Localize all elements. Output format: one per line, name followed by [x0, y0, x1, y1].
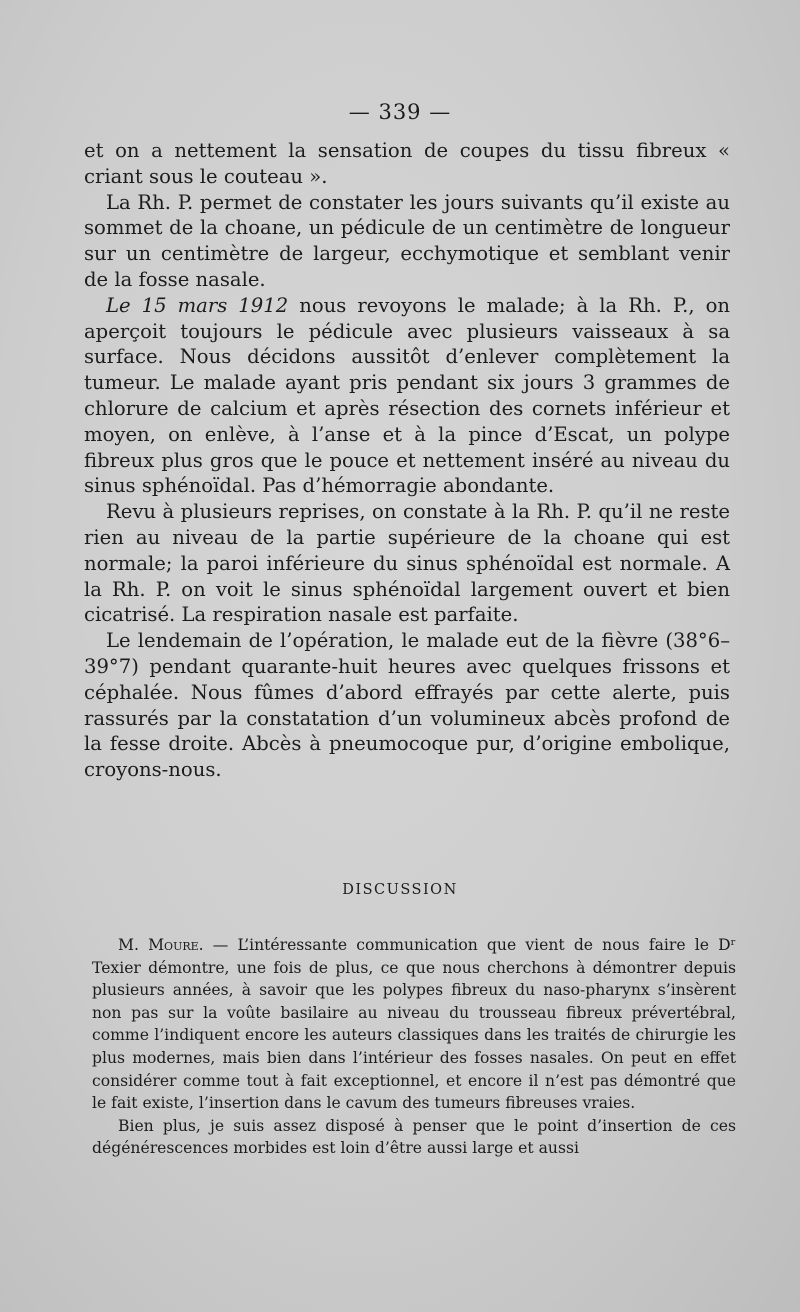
paragraph-4: Revu à plusieurs reprises, on constate à la Rh. P. qu’il ne reste rien au niveau de la partie supérieure de la choane qui est normale; la paroi inférieure du sinus sphénoïdal est normale. A la Rh. P. on voit le sinus sphénoïdal largement ouvert et bien cicatrisé. La respiration nasale est parfaite.: [84, 500, 730, 627]
discussion-text: [92, 934, 736, 1160]
discussion-paragraph-1: [92, 934, 736, 1115]
main-text: [84, 138, 730, 783]
discussion-paragraph-2: Bien plus, je suis assez disposé à penser que le point d’insertion de ces dégénérescences morbides est loin d’être aussi large et aussi: [92, 1116, 736, 1158]
section-heading: DISCUSSION: [342, 882, 458, 898]
speaker-name: M. Moure.: [118, 936, 204, 954]
paragraph-1: et on a nettement la sensation de coupes du tissu fibreux « criant sous le couteau ».: [84, 139, 730, 188]
paragraph-5: Le lendemain de l’opération, le malade eut de la fièvre (38°6–39°7) pendant quarante-huit heures avec quelques frissons et céphalée. Nous fûmes d’abord effrayés par cette alerte, puis rassurés par la constatation d’un volumineux abcès profond de la fesse droite. Abcès à pneumocoque pur, d’origine embolique, croyons-nous.: [84, 629, 730, 782]
paragraph-3: [84, 293, 730, 499]
discussion-paragraph-1-text: — L’intéressante communication que vient de nous faire le Dʳ Texier démontre, une fois de plus, ce que nous cherchons à démontrer depuis plusieurs années, à savoir que les polypes fibreux du naso-pharynx s’insèrent non pas sur la voûte basilaire au niveau du trousseau fibreux prévertébral, comme l’indiquent encore les auteurs classiques dans les traités de chirurgie les plus modernes, mais bien dans l’intérieur des fosses nasales. On peut en effet considérer comme tout à fait exceptionnel, et encore il n’est pas démontré que le fait existe, l’insertion dans le cavum des tumeurs fibreuses vraies.: [92, 936, 736, 1113]
paragraph-2: La Rh. P. permet de constater les jours suivants qu’il existe au sommet de la choane, un pédicule de un centimètre de longueur sur un centimètre de largeur, ecchymotique et semblant venir de la fosse nasale.: [84, 190, 730, 291]
paragraph-3-text: nous revoyons le malade; à la Rh. P., on aperçoit toujours le pédicule avec plusieurs vaisseaux à sa surface. Nous décidons aussitôt d’enlever complètement la tumeur. Le malade ayant pris pendant six jours 3 grammes de chlorure de calcium et après résection des cornets inférieur et moyen, on enlève, à l’anse et à la pince d’Escat, un polype fibreux plus gros que le pouce et nettement inséré au niveau du sinus sphénoïdal. Pas d’hémorragie abondante.: [84, 293, 730, 498]
paragraph-3-date: Le 15 mars 1912: [106, 293, 289, 317]
page-number: — 339 —: [348, 100, 452, 124]
